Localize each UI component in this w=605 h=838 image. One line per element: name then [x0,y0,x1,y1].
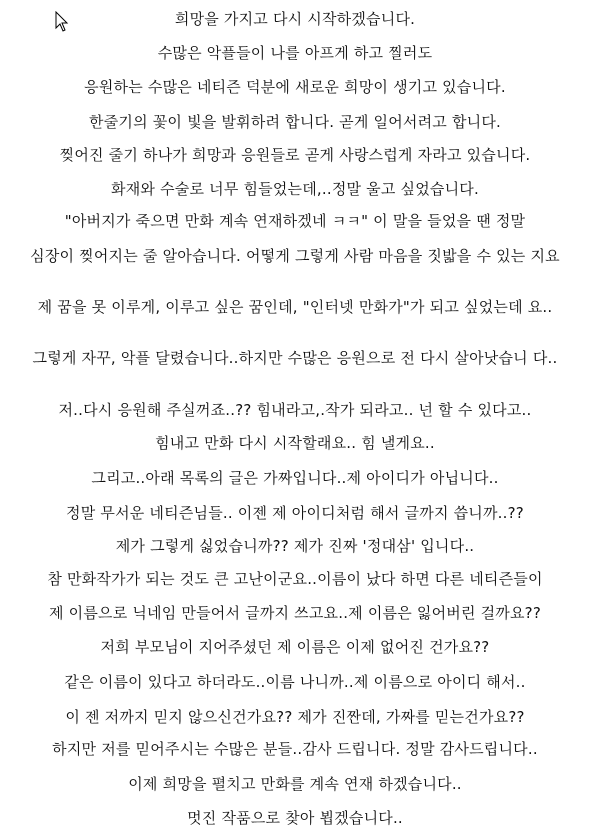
text-line: 제가 그렇게 싫었습니까?? 제가 진짜 '정대삼' 입니다.. [115,537,475,555]
text-line: 한줄기의 꽃이 빛을 발휘하려 합니다. 곧게 일어서려고 합니다. [89,113,501,131]
text-line: 화재와 수술로 너무 힘들었는데,..정말 울고 싶었습니다. [111,180,479,198]
text-line: 힘내고 만화 다시 시작할래요.. 힘 낼게요.. [155,434,435,452]
text-line: "아버지가 죽으면 만화 계속 연재하겠네 ㅋㅋ" 이 말을 들었을 땐 정말 [64,212,526,230]
text-line: 희망을 가지고 다시 시작하겠습니다. [174,10,416,28]
text-line: 응원하는 수많은 네티즌 덕분에 새로운 희망이 생기고 있습니다. [84,78,506,96]
text-line: 같은 이름이 있다고 하더라도..이름 나니까..제 이름으로 아이디 해서.. [64,673,526,691]
text-line: 하지만 저를 믿어주시는 수많은 분들..감사 드립니다. 정말 감사드립니다.. [52,740,538,758]
text-line: 심장이 찢어지는 줄 알아습니다. 어떻게 그렇게 사람 마음을 짓밟을 수 있는 지요 [30,247,560,265]
text-line: 그리고..아래 목록의 글은 가짜입니다..제 아이디가 아닙니다.. [91,469,499,487]
text-line: 이 젠 저까지 믿지 않으신건가요?? 제가 진짠데, 가짜를 믿는건가요?? [65,708,525,726]
text-line: 제 꿈을 못 이루게, 이루고 싶은 꿈인데, "인터넷 만화가"가 되고 싶었는데 요.. [37,298,553,316]
text-line: 정말 무서운 네티즌님들.. 이젠 제 아이디처럼 해서 글까지 씁니까..?? [66,504,524,522]
text-line: 찢어진 줄기 하나가 희망과 응원들로 곧게 사랑스럽게 자라고 있습니다. [59,146,531,164]
text-line: 저희 부모님이 지어주셨던 제 이름은 이제 없어진 건가요?? [100,638,490,656]
text-line: 참 만화작가가 되는 것도 큰 고난이군요..이름이 났다 하면 다른 네티즌들이 [47,570,543,588]
text-line: 제 이름으로 닉네임 만들어서 글까지 쓰고요..제 이름은 잃어버린 걸까요?? [48,604,542,622]
text-line: 그렇게 자꾸, 악플 달렸습니다..하지만 수많은 응원으로 전 다시 살아낫습니 다.. [32,349,558,367]
text-line: 수많은 악플들이 나를 아프게 하고 찔러도 [157,44,433,62]
text-line: 이제 희망을 펼치고 만화를 계속 연재 하겠습니다.. [128,775,462,793]
text-line: 저..다시 응원해 주실꺼죠..?? 힘내라고,.작가 되라고.. 넌 할 수 있다고.. [58,401,532,419]
text-line: 멋진 작품으로 찾아 뵙겠습니다.. [187,809,403,827]
